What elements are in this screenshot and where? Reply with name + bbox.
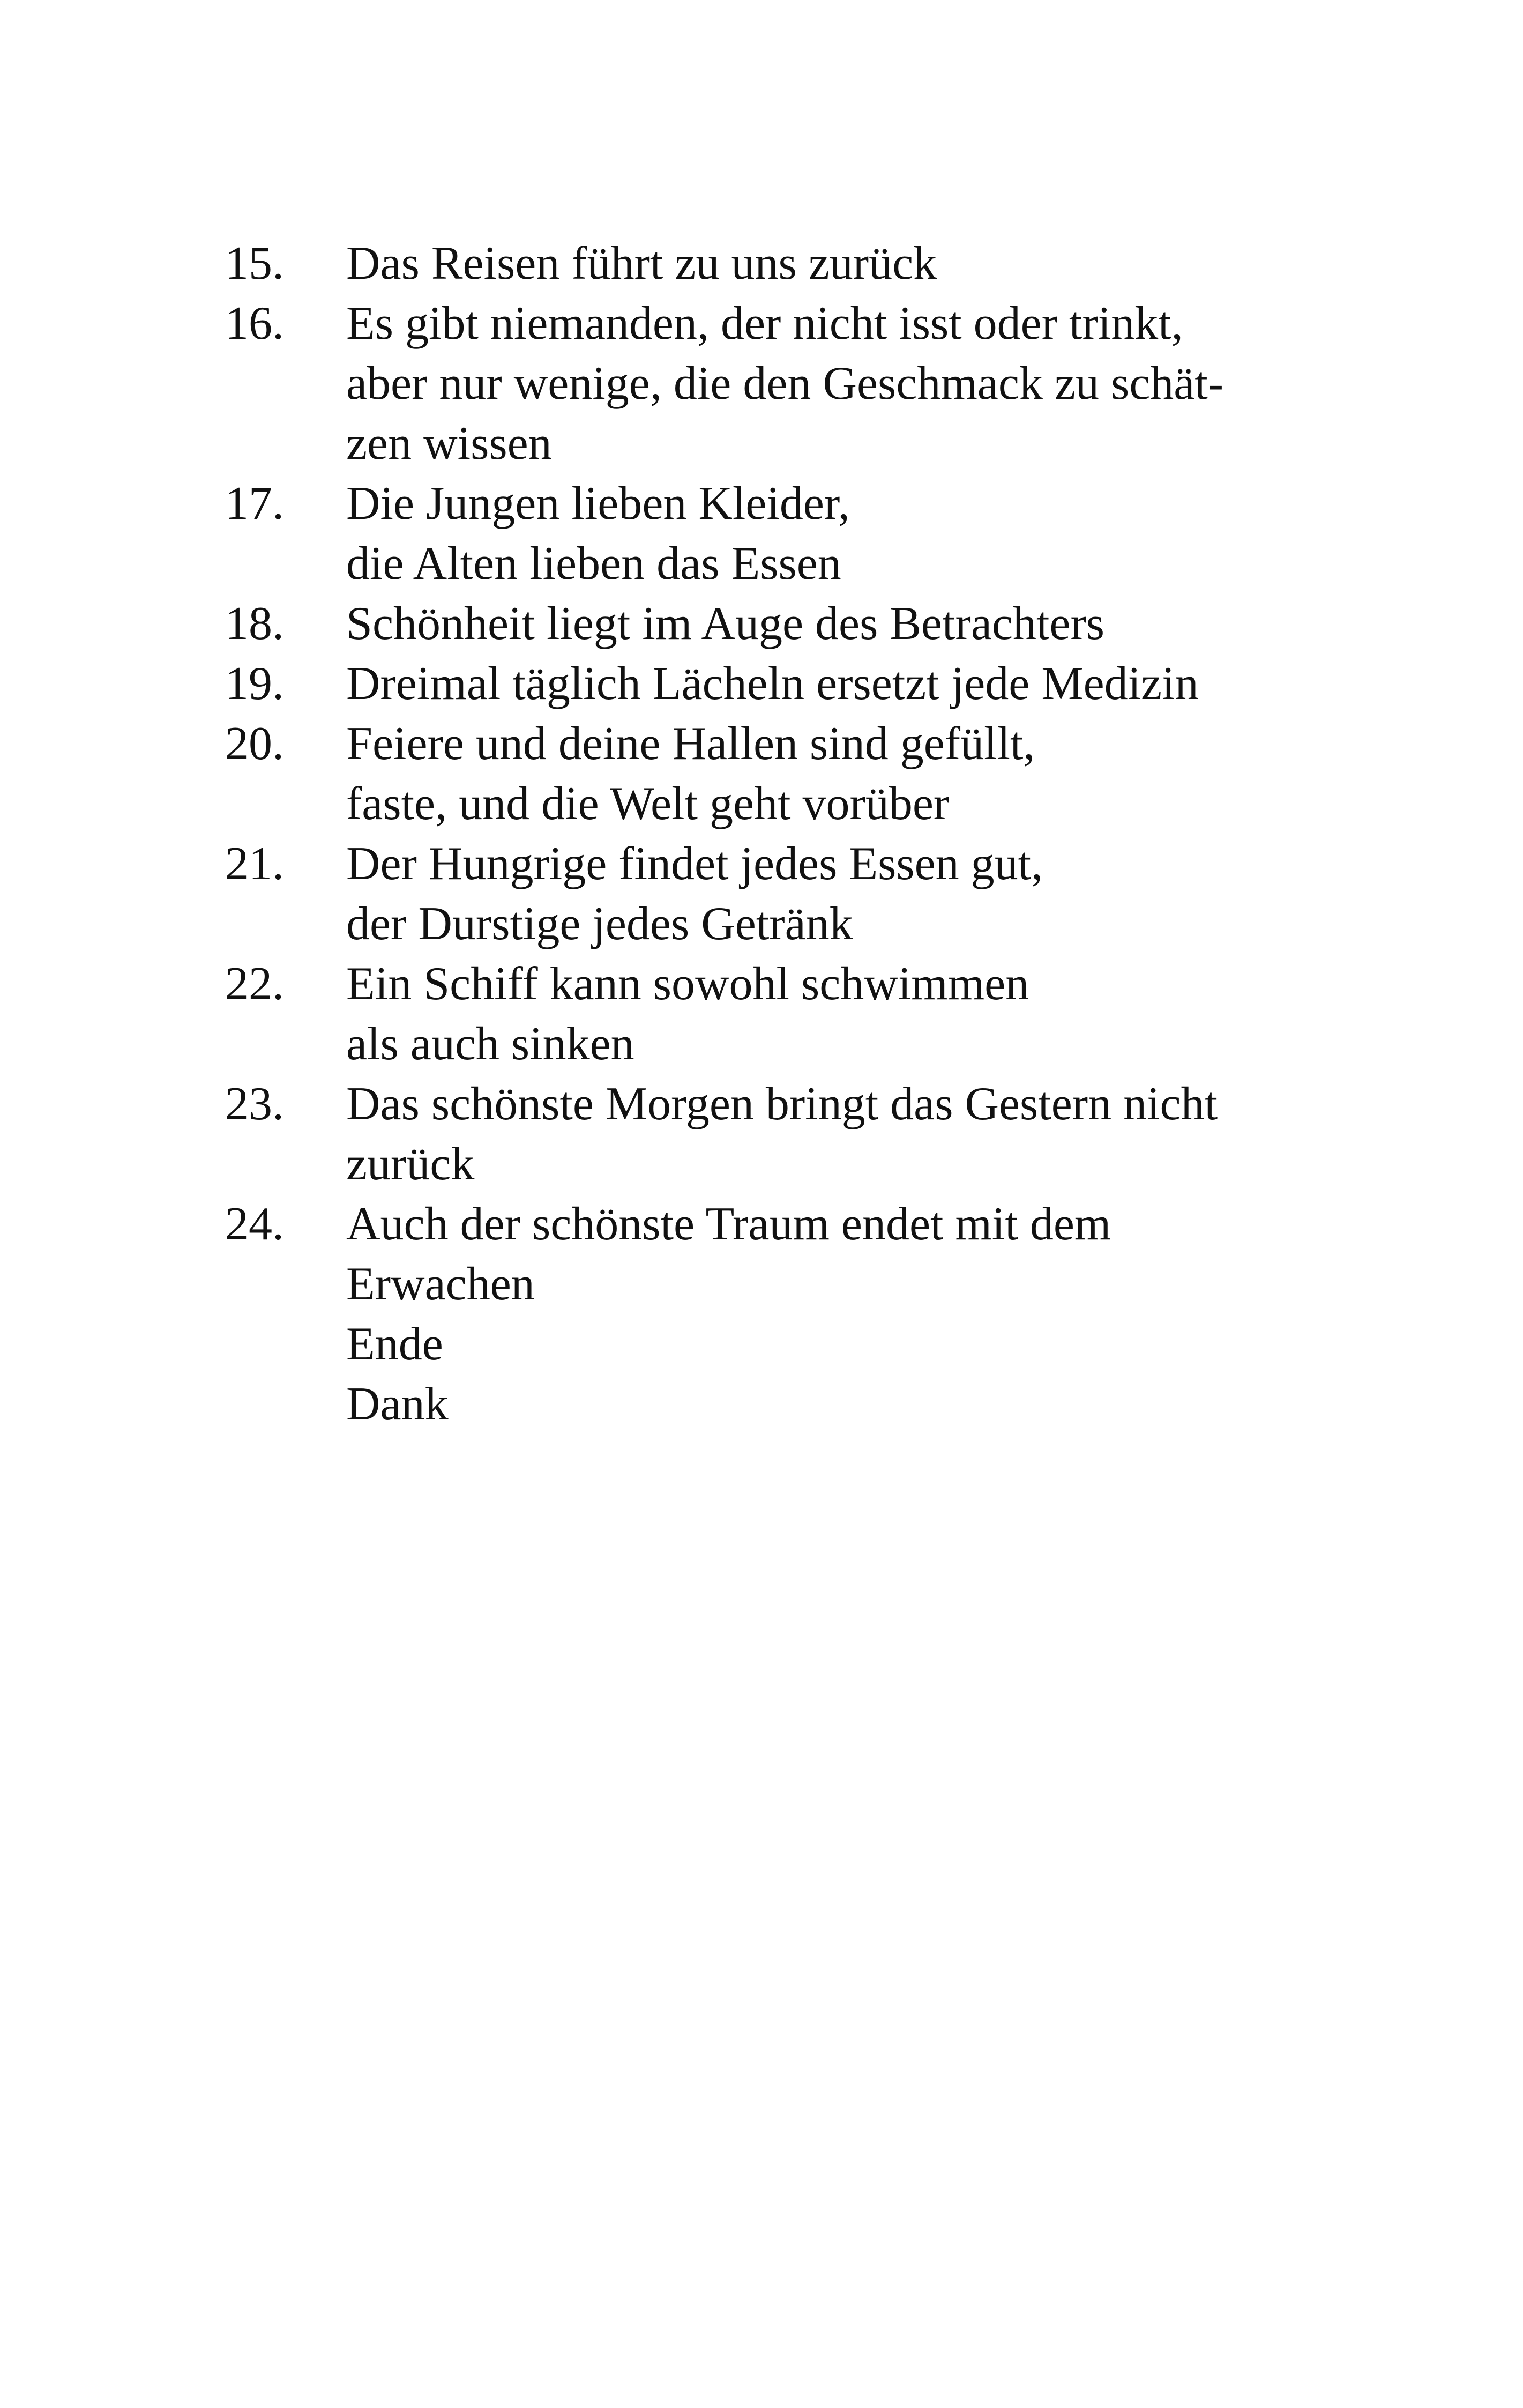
list-item xyxy=(225,234,1350,294)
list-item xyxy=(225,1194,1350,1435)
item-text-line: Es gibt niemanden, der nicht isst oder trinkt, xyxy=(346,298,1183,350)
list-item xyxy=(225,474,1350,594)
item-number: 20. xyxy=(225,718,284,770)
item-text-line: Schönheit liegt im Auge des Betrachters xyxy=(346,598,1105,650)
item-text xyxy=(346,294,1223,474)
item-text-line: zen wissen xyxy=(346,418,552,470)
item-text xyxy=(346,834,1043,954)
item-number: 19. xyxy=(225,658,284,710)
item-number: 22. xyxy=(225,958,284,1010)
item-number: 21. xyxy=(225,838,284,890)
item-text-line: Das schönste Morgen bringt das Gestern nicht xyxy=(346,1078,1218,1130)
item-text-line: der Durstige jedes Getränk xyxy=(346,898,853,950)
list-item xyxy=(225,294,1350,474)
item-text xyxy=(346,1074,1218,1194)
item-text xyxy=(346,654,1199,714)
item-text-line: Das Reisen führt zu uns zurück xyxy=(346,237,937,289)
item-text-line: faste, und die Welt geht vorüber xyxy=(346,778,950,830)
item-text-line: Dreimal täglich Lächeln ersetzt jede Medizin xyxy=(346,658,1199,710)
item-text-line: Feiere und deine Hallen sind gefüllt, xyxy=(346,718,1035,770)
item-text xyxy=(346,594,1104,654)
list-item xyxy=(225,714,1350,834)
list-item xyxy=(225,954,1350,1074)
item-text-line: Ende xyxy=(346,1318,443,1370)
list-item xyxy=(225,1074,1350,1194)
item-text-line: zurück xyxy=(346,1138,475,1190)
item-number: 16. xyxy=(225,298,284,350)
item-text-line: Dank xyxy=(346,1378,449,1430)
item-text-line: Ein Schiff kann sowohl schwimmen xyxy=(346,958,1029,1010)
item-number: 15. xyxy=(225,237,284,289)
proverb-list xyxy=(225,234,1350,1435)
item-text-line: aber nur wenige, die den Geschmack zu schät- xyxy=(346,358,1224,410)
item-text-line: Auch der schönste Traum endet mit dem xyxy=(346,1198,1111,1250)
item-text-line: die Alten lieben das Essen xyxy=(346,538,841,590)
item-text-line: als auch sinken xyxy=(346,1018,634,1070)
item-text xyxy=(346,234,937,294)
item-text-line: Der Hungrige findet jedes Essen gut, xyxy=(346,838,1043,890)
item-number: 18. xyxy=(225,598,284,650)
list-item xyxy=(225,594,1350,654)
item-text xyxy=(346,714,1035,834)
item-number: 17. xyxy=(225,478,284,530)
list-item xyxy=(225,654,1350,714)
item-text xyxy=(346,474,850,594)
item-text xyxy=(346,1194,1111,1435)
item-text-line: Erwachen xyxy=(346,1258,535,1310)
item-number: 23. xyxy=(225,1078,284,1130)
item-text xyxy=(346,954,1029,1074)
list-item xyxy=(225,834,1350,954)
item-text-line: Die Jungen lieben Kleider, xyxy=(346,478,850,530)
item-number: 24. xyxy=(225,1198,284,1250)
